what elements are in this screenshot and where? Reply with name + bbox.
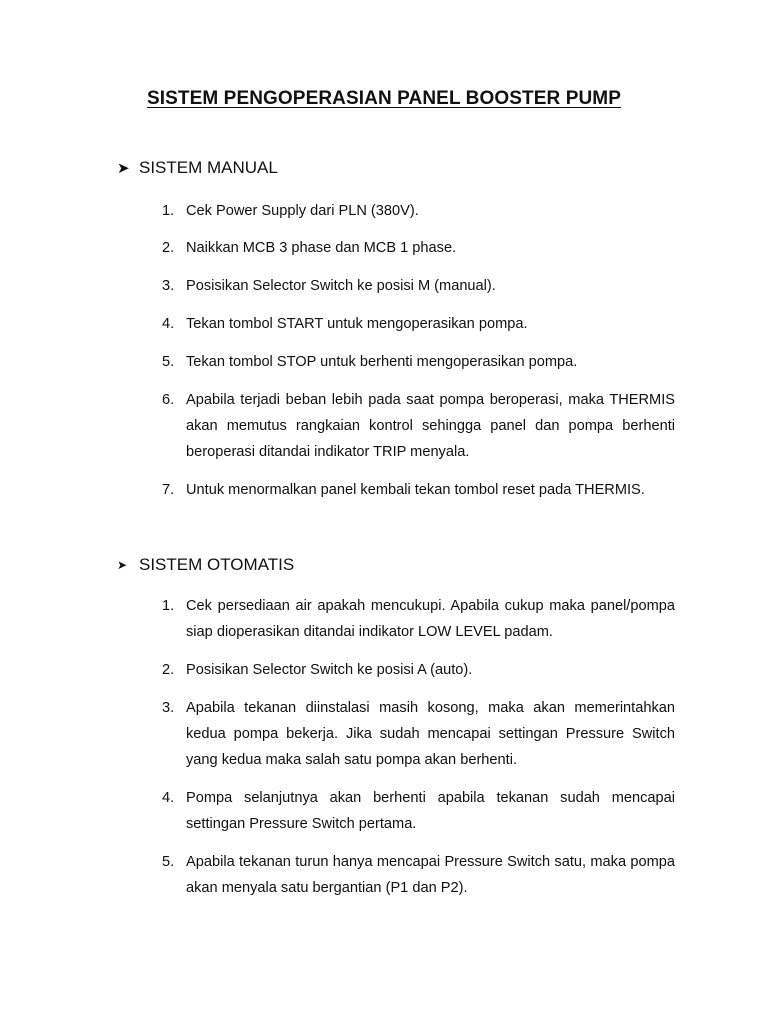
list-item-text: Apabila terjadi beban lebih pada saat pompa beroperasi, maka THERMIS akan memutus rangkaian kontrol sehingga panel dan pompa berhenti beroperasi ditandai indikator TRIP menyala. <box>186 392 675 460</box>
list-item-number: 5. <box>162 354 175 370</box>
list-item <box>0 477 768 503</box>
list-item-number: 7. <box>162 482 175 498</box>
list-item-text: Posisikan Selector Switch ke posisi M (manual). <box>186 278 496 294</box>
list-item <box>0 273 768 299</box>
list-item <box>0 695 768 773</box>
list-item-text: Posisikan Selector Switch ke posisi A (auto). <box>186 662 473 678</box>
list-item-number: 4. <box>162 790 175 806</box>
section-heading-otomatis <box>117 555 294 575</box>
arrowhead-bullet-icon: ➤ <box>117 159 130 177</box>
list-item-number: 6. <box>162 392 175 408</box>
list-item-text: Tekan tombol STOP untuk berhenti mengoperasikan pompa. <box>186 354 578 370</box>
list-item-number: 2. <box>162 662 175 678</box>
arrowhead-bullet-icon: ➤ <box>117 558 128 572</box>
list-item <box>0 235 768 261</box>
list-item <box>0 593 768 645</box>
list-item-number: 3. <box>162 700 175 716</box>
list-item-number: 3. <box>162 278 175 294</box>
section-heading-text: SISTEM OTOMATIS <box>139 555 295 574</box>
list-item <box>0 387 768 465</box>
list-item-text: Tekan tombol START untuk mengoperasikan pompa. <box>186 316 528 332</box>
list-item-text: Naikkan MCB 3 phase dan MCB 1 phase. <box>186 240 457 256</box>
list-item-number: 2. <box>162 240 175 256</box>
document-title: SISTEM PENGOPERASIAN PANEL BOOSTER PUMP <box>146 88 622 109</box>
list-item <box>0 657 768 683</box>
list-item <box>0 849 768 901</box>
list-item-number: 1. <box>162 598 175 614</box>
list-item-number: 1. <box>162 203 175 219</box>
section-heading-text: SISTEM MANUAL <box>139 158 278 177</box>
manual-steps-list <box>0 198 768 503</box>
list-item <box>0 198 768 224</box>
list-item-text: Cek Power Supply dari PLN (380V). <box>186 203 419 219</box>
list-item-text: Apabila tekanan turun hanya mencapai Pressure Switch satu, maka pompa akan menyala satu bergantian (P1 dan P2). <box>186 854 675 896</box>
list-item <box>0 785 768 837</box>
list-item <box>0 311 768 337</box>
list-item-text: Apabila tekanan diinstalasi masih kosong, maka akan memerintahkan kedua pompa bekerja. Jika sudah mencapai settingan Pressure Switch yang kedua maka salah satu pompa akan berhenti. <box>186 700 675 768</box>
list-item-number: 5. <box>162 854 175 870</box>
list-item-text: Cek persediaan air apakah mencukupi. Apabila cukup maka panel/pompa siap dioperasikan ditandai indikator LOW LEVEL padam. <box>186 598 675 640</box>
list-item <box>0 349 768 375</box>
section-heading-manual <box>117 158 278 178</box>
list-item-text: Untuk menormalkan panel kembali tekan tombol reset pada THERMIS. <box>186 482 645 498</box>
list-item-text: Pompa selanjutnya akan berhenti apabila tekanan sudah mencapai settingan Pressure Switch pertama. <box>186 790 675 832</box>
otomatis-steps-list <box>0 593 768 901</box>
list-item-number: 4. <box>162 316 175 332</box>
